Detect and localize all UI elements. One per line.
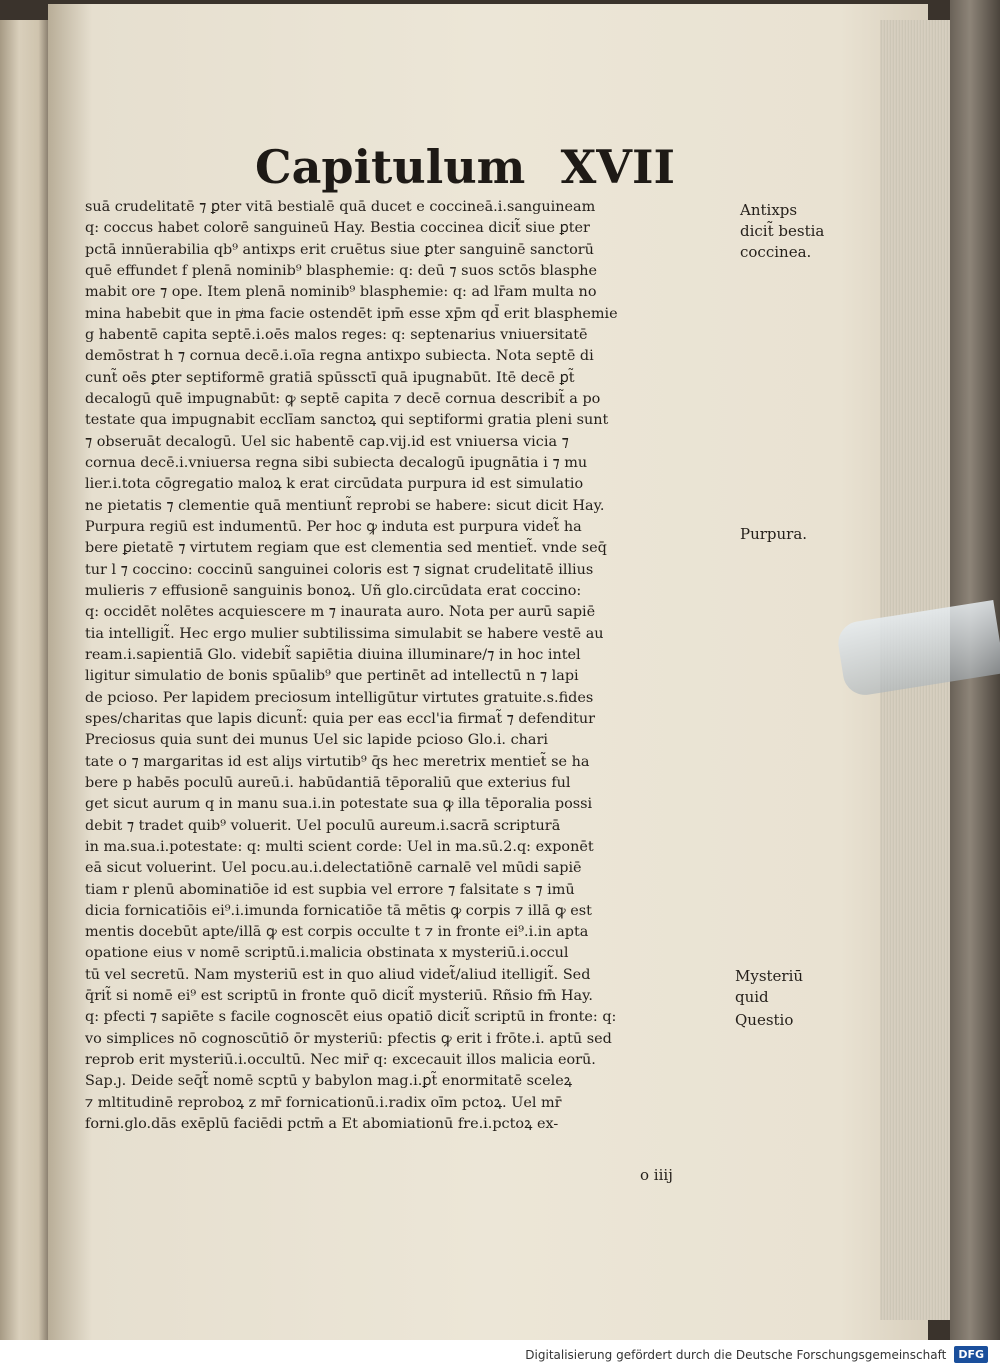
text-line: eā sicut voluerint. Uel pocu.au.i.delectatiōnē carnalē vel mūdi sapiē (85, 860, 582, 877)
text-line: decalogū quē impugnabūt: ꝙ septē capita ⁊ decē cornua describit̃ a po (85, 390, 601, 407)
text-line: Preciosus quia sunt dei munus Uel sic lapide pcioso Glo.i. chari (85, 732, 548, 749)
body-text (85, 197, 730, 1133)
dfg-logo: DFG (954, 1346, 988, 1363)
margin-note-questio: Questio (735, 1011, 794, 1029)
text-line: mulieris ⁊ effusionē sanguinis bonoꝝ. Uñ glo.circūdata erat coccino: (85, 582, 582, 599)
text-line: reprob erit mysteriū.i.occultū. Nec mir̄ q: excecauit illos malicia eorū. (85, 1052, 596, 1069)
text-line: bere p habēs poculū aureū.i. habūdantiā tēporaliū que exterius ful (85, 774, 571, 791)
text-line: dicia fornicatiōis ei⁹.i.imunda fornicatiōe tā mētis ꝙ corpis ⁊ illā ꝙ est (85, 902, 592, 919)
text-line: ⁊ mltitudinē reproboꝝ z mr̄ fornicationū.i.radix oīm pctoꝝ. Uel mr̄ (85, 1094, 562, 1111)
text-line: vo simplices nō cognoscūtiō ōr mysteriū: pfectis ꝙ erit i frōte.i. aptū sed (85, 1030, 612, 1047)
text-line: Sap.ȷ. Deide seq̄t̃ nomē scptū y babylon mag.i.ꝑt̃ enormitatē sceleꝝ (85, 1073, 573, 1090)
text-line: bere ꝑietatē ⁊ virtutem regiam que est clementia sed mentiet̃. vnde seq̄ (85, 540, 607, 557)
text-line: ream.i.sapientiā Glo. videbit̃ sapiētia diuina illuminare/⁊ in hoc intel (85, 646, 581, 663)
footer-bar (0, 1340, 1000, 1369)
text-line: pctā innūerabilia qb⁹ antixps erit cruētus siue ꝑter sanguinē sanctorū (85, 241, 594, 258)
margin-note-line: quid (735, 988, 769, 1006)
text-line: debit ⁊ tradet quib⁹ voluerit. Uel poculū aureum.i.sacrā scripturā (85, 817, 561, 834)
margin-note-line: coccinea. (740, 243, 812, 261)
chapter-heading-numeral: XVII (560, 140, 675, 194)
text-line: lier.i.tota cōgregatio maloꝝ k erat circūdata purpura id est simulatio (85, 476, 584, 493)
text-line: cornua decē.i.vniuersa regna sibi subiecta decalogū ipugnātia i ⁊ mu (85, 454, 588, 471)
margin-note-purpura: Purpura. (740, 525, 808, 543)
text-line: mina habebit que in pͥma facie ostendēt ipm̄ esse xp̄m qd̄ erit blasphemie (85, 305, 618, 322)
footer-credit: Digitalisierung gefördert durch die Deutsche Forschungsgemeinschaft (525, 1347, 947, 1362)
text-line: de pcioso. Per lapidem preciosum intelligūtur virtutes gratuite.s.fides (85, 689, 594, 706)
text-line: q: coccus habet colorē sanguineū Hay. Bestia coccinea dicit̃ siue ꝑter (85, 220, 590, 237)
chapter-heading-word: Capitulum (255, 140, 526, 194)
margin-note-line: Mysteriū (735, 967, 804, 985)
text-line: tū vel secretū. Nam mysteriū est in quo aliud videt̃/aliud itelligit̃. Sed (85, 966, 591, 983)
margin-note-mysterium (735, 966, 803, 1008)
text-line: testate qua impugnabit ecclīam sanctoꝝ qui septiformi gratia pleni sunt (85, 412, 609, 429)
text-line: tur l ⁊ coccino: coccinū sanguinei coloris est ⁊ signat crudelitatē illius (85, 561, 594, 578)
text-line: q̄rit̃ si nomē ei⁹ est scriptū in fronte quō dicit̃ mysteriū. Rñsio fm̄ Hay. (85, 988, 593, 1005)
text-line: suā crudelitatē ⁊ ꝑter vitā bestialē quā ducet e coccineā.i.sanguineam (85, 199, 596, 215)
chapter-heading (255, 140, 675, 200)
left-page-edge (0, 20, 48, 1340)
text-line: mabit ore ⁊ ope. Item plenā nominib⁹ blasphemie: q: ad lr̄am multa no (85, 284, 597, 301)
text-line: ligitur simulatio de bonis spūalib⁹ que pertinēt ad intellectū n ⁊ lapi (85, 668, 579, 685)
text-line: mentis docebūt apte/illā ꝙ est corpis occulte t ⁊ in fronte ei⁹.i.in apta (85, 924, 589, 941)
text-line: ne pietatis ⁊ clementie quā mentiunt̃ reprobi se habere: sicut dicit Hay. (85, 497, 605, 514)
margin-note-line: Antixps (740, 201, 798, 219)
text-line: opatione eius v nomē scriptū.i.malicia obstinata x mysteriū.i.occul (85, 945, 569, 962)
text-line: cunt̃ oēs ꝑter septiformē gratiā spūssctī quā ipugnabūt. Itē decē ꝑt̃ (85, 369, 575, 386)
text-line: q: occidēt nolētes acquiescere m ⁊ inaurata auro. Nota per aurū sapiē (85, 604, 596, 621)
text-line: tate o ⁊ margaritas id est aliȷs virtutib⁹ q̄s hec meretrix mentiet̃ se ha (85, 753, 590, 770)
text-line: in ma.sua.i.potestate: q: multi scient corde: Uel in ma.sū.2.q: exponēt (85, 838, 594, 855)
text-line: Purpura regiū est indumentū. Per hoc ꝙ induta est purpura videt̃ ha (85, 518, 582, 535)
text-line: tia intelligit̃. Hec ergo mulier subtilissima simulabit se habere vestē au (85, 625, 604, 642)
text-line: forni.glo.dās exēplū faciēdi pctm̄ a Et abomiationū fre.i.pctoꝝ ex- (85, 1116, 559, 1133)
text-line: get sicut aurum q in manu sua.i.in potestate sua ꝙ illa tēporalia possi (85, 796, 593, 813)
text-line: demōstrat h ⁊ cornua decē.i.oīa regna antixpo subiecta. Nota septē di (85, 348, 594, 365)
margin-note-antichrist (740, 200, 824, 263)
text-line: q: pfecti ⁊ sapiēte s facile cognoscēt eius opatiō dicit̃ scriptū in fronte: q: (85, 1009, 617, 1026)
text-line: quē effundet f plenā nominib⁹ blasphemie: q: deū ⁊ suos sctōs blasphe (85, 262, 597, 279)
margin-note-line: dicit̃ bestia (740, 222, 825, 240)
text-line: g habentē capita septē.i.oēs malos reges: q: septenarius vniuersitatē (85, 326, 588, 343)
signature-mark: o iiij (640, 1166, 673, 1184)
text-line: tiam r plenū abominatiōe id est supbia vel errore ⁊ falsitate s ⁊ imū (85, 881, 575, 898)
text-line: spes/charitas que lapis dicunt̃: quia per eas eccl'ia firmat̃ ⁊ defenditur (85, 710, 595, 727)
text-line: ⁊ obseruāt decalogū. Uel sic habentē cap.vij.id est vniuersa vicia ⁊ (85, 433, 569, 450)
